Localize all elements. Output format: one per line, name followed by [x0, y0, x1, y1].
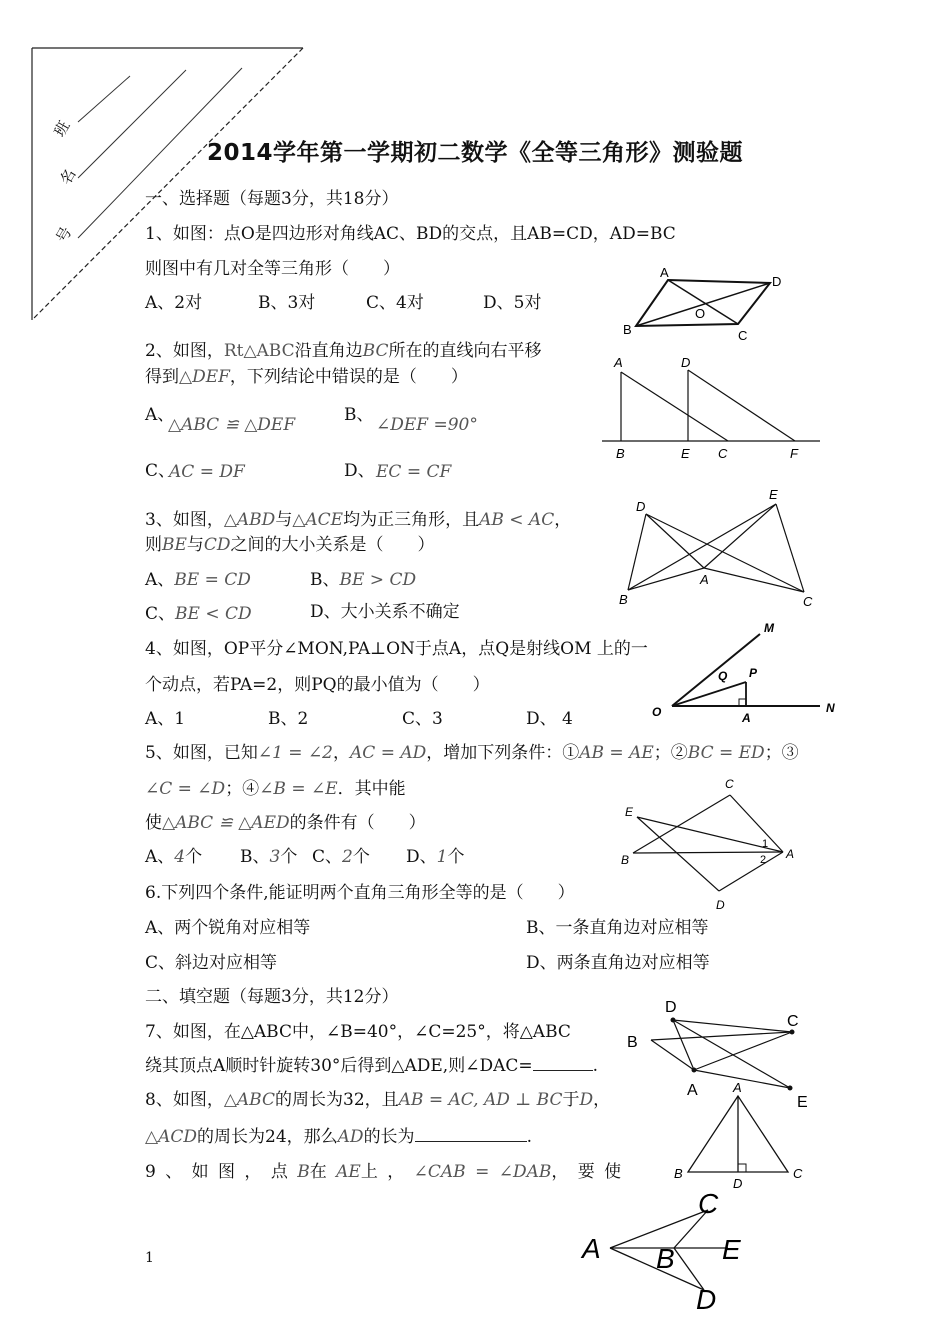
- f9-label: A: [582, 1233, 601, 1264]
- q1-option-a: A、2对: [145, 293, 203, 313]
- q6-option-d: D、两条直角边对应相等: [526, 953, 710, 973]
- figure-q4-bisector: [648, 620, 848, 728]
- figure-q8-isosceles: [670, 1078, 815, 1190]
- q3-line1: 3、如图，△ABD与△ACE均为正三角形，且AB < AC，: [145, 510, 572, 530]
- f9-label: E: [722, 1234, 741, 1265]
- q2-option-b: ∠DEF =90°: [376, 415, 478, 435]
- q5-option-a: A、4个: [145, 847, 203, 867]
- f2-label: A: [614, 355, 623, 370]
- f4-label: N: [826, 701, 835, 715]
- q6-option-b: B、一条直角边对应相等: [526, 918, 709, 938]
- q4-option-d: D、 4: [526, 709, 573, 729]
- q3-line2: 则BE与CD之间的大小关系是（ ）: [145, 535, 435, 555]
- q2-option-a-label: A、: [145, 405, 175, 425]
- q1-option-b: B、3对: [258, 293, 316, 313]
- f7-label: E: [797, 1094, 808, 1111]
- f4-label: Q: [718, 669, 728, 683]
- f8-label: B: [674, 1166, 683, 1181]
- f3-label: A: [700, 572, 709, 587]
- q1-option-c: C、4对: [366, 293, 424, 313]
- q2-option-b-label: B、: [344, 405, 374, 425]
- f1-label: B: [623, 322, 632, 337]
- f3-label: D: [636, 499, 646, 514]
- q9-line1: 9 、 如 图 ， 点 B在 AE上 ， ∠CAB = ∠DAB， 要 使: [145, 1162, 622, 1182]
- f1-label: D: [772, 274, 782, 289]
- q3-option-c: C、BE < CD: [145, 604, 252, 624]
- q5-option-b: B、3个: [240, 847, 298, 867]
- f4-label: P: [749, 666, 758, 680]
- page-number: 1: [145, 1250, 154, 1266]
- f7-label: A: [687, 1082, 698, 1099]
- q1-option-d: D、5对: [483, 293, 542, 313]
- page-title: 2014学年第一学期初二数学《全等三角形》测验题: [206, 140, 743, 166]
- f2-label: F: [790, 446, 798, 461]
- q5-option-c: C、2个: [312, 847, 370, 867]
- section-heading-fill: 二、填空题（每题3分，共12分）: [145, 987, 399, 1007]
- q8-line2: △ACD的周长为24，那么AD的长为 .: [145, 1127, 532, 1147]
- f4-label: M: [764, 621, 774, 635]
- f5-label: A: [786, 847, 795, 861]
- f5-label: D: [716, 898, 725, 912]
- f2-label: B: [616, 446, 625, 461]
- f7-label: D: [665, 999, 677, 1016]
- figure-q3-triangles: [608, 484, 830, 610]
- q8-line1: 8、如图，△ABC的周长为32，且AB = AC, AD ⊥ BC于D，: [145, 1090, 611, 1110]
- f9-label: B: [656, 1243, 675, 1274]
- f9-label: D: [696, 1284, 717, 1315]
- f8-label: A: [733, 1080, 742, 1095]
- q8-answer-blank[interactable]: [415, 1127, 527, 1142]
- f4-label: O: [652, 705, 662, 719]
- f1-label: C: [738, 328, 748, 343]
- name-label: 名: [56, 165, 80, 188]
- q5-option-d: D、1个: [406, 847, 465, 867]
- q2-option-d: EC = CF: [376, 462, 452, 482]
- f3-label: E: [769, 487, 778, 502]
- q6-option-a: A、两个锐角对应相等: [145, 918, 311, 938]
- q7-line2: 绕其顶点A顺时针旋转30°后得到△ADE,则∠DAC= .: [145, 1056, 599, 1076]
- q3-option-b: B、BE > CD: [310, 570, 417, 590]
- figure-q9-angles: [578, 1186, 778, 1316]
- q2-option-d-label: D、: [344, 461, 375, 481]
- q1-line2: 则图中有几对全等三角形（ ）: [145, 259, 400, 279]
- f9-label: C: [698, 1188, 719, 1219]
- f8-label: C: [793, 1166, 803, 1181]
- q7-line1: 7、如图，在△ABC中，∠B=40°，∠C=25°，将△ABC: [145, 1022, 571, 1042]
- q2-line2: 得到△DEF，下列结论中错误的是（ ）: [145, 367, 468, 387]
- q3-option-a: A、BE = CD: [145, 570, 251, 590]
- q5-line2: ∠C = ∠D；④∠B = ∠E．其中能: [145, 779, 406, 799]
- q1-line1: 1、如图：点O是四边形对角线AC、BD的交点，且AB=CD，AD=BC: [145, 224, 676, 244]
- q6-option-c: C、斜边对应相等: [145, 953, 278, 973]
- q4-line2: 个动点，若PA=2，则PQ的最小值为（ ）: [145, 675, 490, 695]
- f4-label: A: [742, 711, 751, 725]
- f7-label: C: [787, 1013, 799, 1030]
- f8-label: D: [733, 1176, 743, 1190]
- f1-label: O: [695, 306, 706, 321]
- figure-q1-quadrilateral: [620, 262, 800, 346]
- number-label: 号: [52, 223, 76, 246]
- class-label: 班: [50, 117, 74, 140]
- q5-line3: 使△ABC ≌ △AED的条件有（ ）: [145, 813, 426, 833]
- figure-q2-translation: [600, 350, 825, 465]
- f5-label: C: [725, 777, 734, 791]
- q4-option-c: C、3: [402, 709, 443, 729]
- f7-label: B: [627, 1034, 638, 1051]
- section-heading-choice: 一、选择题（每题3分，共18分）: [145, 189, 399, 209]
- figure-q5-triangles: [615, 774, 805, 914]
- q5-line1: 5、如图，已知∠1 = ∠2，AC = AD，增加下列条件：①AB = AE；②BC = ED；③: [145, 743, 799, 763]
- f5-label: 1: [762, 838, 769, 850]
- q3-option-d: D、大小关系不确定: [310, 602, 460, 622]
- q2-line1: 2、如图，Rt△ABC沿直角边BC所在的直线向右平移: [145, 341, 542, 361]
- f3-label: B: [619, 592, 628, 607]
- f2-label: D: [681, 355, 691, 370]
- f1-label: A: [660, 265, 669, 280]
- q2-option-c-label: C、: [145, 461, 176, 481]
- f2-label: E: [681, 446, 690, 461]
- f5-label: 2: [760, 854, 767, 866]
- q4-option-a: A、1: [145, 709, 186, 729]
- q4-line1: 4、如图，OP平分∠MON,PA⊥ON于点A，点Q是射线OM 上的一: [145, 639, 648, 659]
- q4-option-b: B、2: [268, 709, 309, 729]
- f2-label: C: [718, 446, 728, 461]
- f5-label: B: [621, 853, 630, 867]
- q7-answer-blank[interactable]: [533, 1056, 593, 1071]
- q2-option-c: AC = DF: [169, 462, 245, 482]
- q6-line1: 6.下列四个条件,能证明两个直角三角形全等的是（ ）: [145, 883, 575, 903]
- q2-option-a: △ABC ≌ △DEF: [168, 415, 296, 435]
- f5-label: E: [625, 805, 634, 819]
- f3-label: C: [803, 594, 813, 609]
